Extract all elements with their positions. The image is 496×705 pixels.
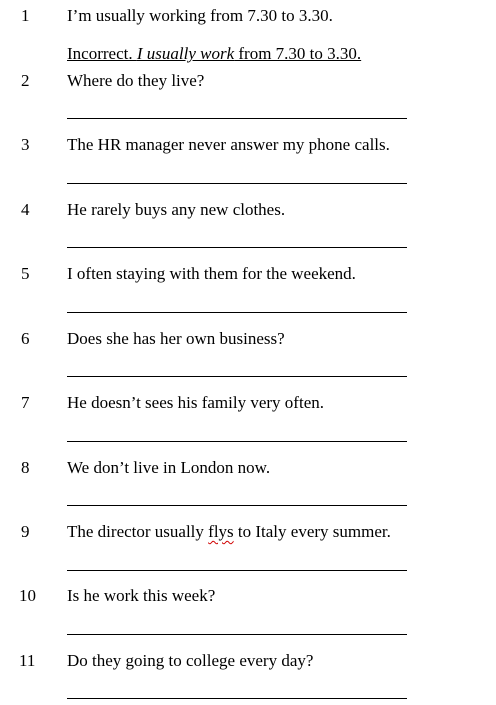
example-answer — [67, 43, 361, 65]
exercise-item-1 — [0, 5, 496, 63]
item-sentence — [67, 521, 391, 543]
exercise-item-11 — [0, 650, 496, 674]
answer-line-6[interactable] — [67, 376, 407, 377]
answer-line-11[interactable] — [67, 698, 407, 699]
answer-line-9[interactable] — [67, 570, 407, 571]
item-sentence: Is he work this week? — [67, 586, 216, 605]
answer-line-8[interactable] — [67, 505, 407, 506]
exercise-item-9 — [0, 521, 496, 545]
item-sentence: The HR manager never answer my phone calls. — [67, 135, 390, 154]
item-sentence: Do they going to college every day? — [67, 651, 314, 670]
exercise-item-5 — [0, 263, 496, 287]
item-number: 3 — [21, 135, 30, 154]
item-sentence: I often staying with them for the weekend. — [67, 264, 356, 283]
exercise-item-2 — [0, 70, 496, 94]
spelling-error-word[interactable]: flys — [208, 522, 234, 541]
item-sentence: I’m usually working from 7.30 to 3.30. — [67, 6, 333, 25]
answer-line-2[interactable] — [67, 118, 407, 119]
exercise-item-6 — [0, 328, 496, 352]
item-sentence: He rarely buys any new clothes. — [67, 200, 286, 219]
item-sentence: He doesn’t sees his family very often. — [67, 393, 324, 412]
example-answer-italic: I usually work — [136, 44, 235, 63]
item-sentence: Does she has her own business? — [67, 329, 285, 348]
answer-line-7[interactable] — [67, 441, 407, 442]
sentence-part-after: to Italy every summer. — [233, 522, 391, 541]
item-number: 4 — [21, 200, 30, 219]
item-number: 7 — [21, 393, 30, 412]
item-sentence: Where do they live? — [67, 71, 205, 90]
item-number: 8 — [21, 458, 30, 477]
answer-line-5[interactable] — [67, 312, 407, 313]
sentence-part-before: The director usually — [67, 522, 209, 541]
exercise-item-10 — [0, 585, 496, 609]
exercise-item-4 — [0, 199, 496, 223]
item-number: 11 — [19, 651, 36, 670]
exercise-item-3 — [0, 134, 496, 158]
item-number: 9 — [21, 522, 30, 541]
item-number: 1 — [21, 6, 30, 25]
answer-line-3[interactable] — [67, 183, 407, 184]
item-number: 5 — [21, 264, 30, 283]
answer-line-4[interactable] — [67, 247, 407, 248]
item-number: 6 — [21, 329, 30, 348]
item-sentence: We don’t live in London now. — [67, 458, 271, 477]
exercise-item-8 — [0, 457, 496, 481]
answer-line-10[interactable] — [67, 634, 407, 635]
item-number: 10 — [19, 586, 36, 605]
example-answer-prefix: Incorrect. — [67, 44, 137, 63]
exercise-item-7 — [0, 392, 496, 416]
item-number: 2 — [21, 71, 30, 90]
example-answer-suffix: from 7.30 to 3.30. — [234, 44, 362, 63]
